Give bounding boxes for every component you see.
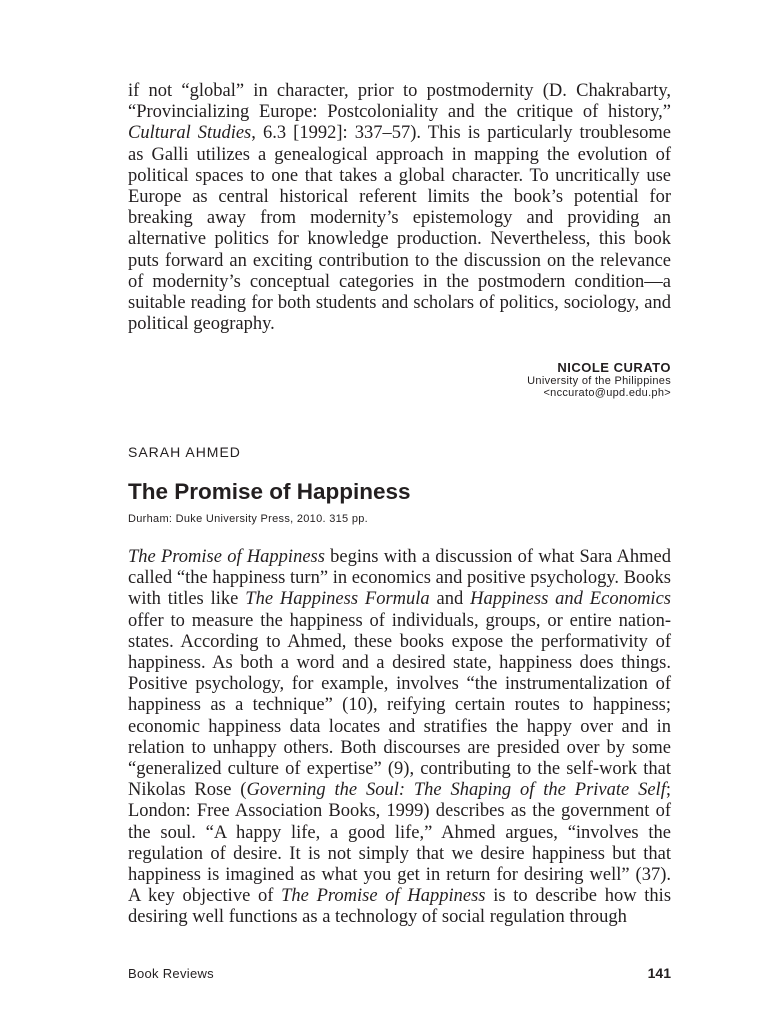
- book-title-italic: Governing the Soul: The Shaping of the Private Self: [246, 780, 666, 801]
- publication-info: Durham: Duke University Press, 2010. 315 pp.: [128, 513, 369, 525]
- book-title: The Promise of Happiness: [128, 479, 411, 504]
- book-title-italic: The Promise of Happiness: [128, 547, 325, 567]
- reviewer-signature: [527, 360, 671, 399]
- reviewer-name: NICOLE CURATO: [557, 360, 671, 375]
- text-run: if not “global” in character, prior to postmodernity (D. Chakrabarty, “Provincializing Europe: Postcoloniality and the critique of history,”: [128, 81, 671, 123]
- text-run: begins with a discussion of what Sara Ahmed called “the happiness turn” in economics and positive psychology. Books with titles like: [128, 547, 671, 610]
- journal-title: Cultural Studies: [128, 123, 252, 144]
- book-title-italic: The Happiness Formula: [245, 589, 430, 610]
- book-author: SARAH AHMED: [128, 444, 241, 460]
- page-number: 141: [647, 965, 671, 981]
- text-run: is to describe how this desiring well functions as a technology of social regulation through: [128, 886, 672, 928]
- text-run: and: [429, 589, 471, 610]
- review-body-paragraph: [128, 547, 671, 929]
- previous-review-closing-paragraph: [128, 81, 671, 335]
- book-title-italic: The Promise of Happiness: [281, 886, 486, 907]
- reviewer-affiliation: University of the Philippines: [527, 375, 671, 387]
- text-run: , 6.3 [1992]: 337–57). This is particularly troublesome as Galli utilizes a genealogical approach in mapping the evolution of political spaces to one that takes a global character. To uncritically use Europe as central historical referent limits the book’s potential for breaking away from modernity’s epistemology and providing an alternative politics for knowledge production. Nevertheless, this book puts forward an exciting contribution to the discussion on the relevance of modernity’s conceptual categories in the postmodern condition—a suitable reading for both students and scholars of politics, sociology, and political geography.: [128, 123, 672, 335]
- running-footer-section: Book Reviews: [128, 966, 214, 981]
- page: [128, 0, 671, 1024]
- text-run: offer to measure the happiness of individuals, groups, or entire nation-states. According to Ahmed, these books expose the performativity of happiness. As both a word and a desired state, happiness does things. Positive psychology, for example, involves “the instrumentalization of happiness as a technique” (10), reifying certain routes to happiness; economic happiness data locates and stratifies the happy over and in relation to unhappy others. Both discourses are presided over by some “generalized culture of expertise” (9), contributing to the self-work that Nikolas Rose (: [128, 610, 671, 801]
- text-run: ; London: Free Association Books, 1999) describes as the government of the soul. “A happy life, a good life,” Ahmed argues, “involves the regulation of desire. It is not simply that we desire happiness but that happiness is imagined as what you get in return for desiring well” (37). A key objective of: [128, 780, 671, 907]
- book-title-italic: Happiness and Economics: [470, 589, 671, 610]
- reviewer-email: <nccurato@upd.edu.ph>: [543, 387, 671, 399]
